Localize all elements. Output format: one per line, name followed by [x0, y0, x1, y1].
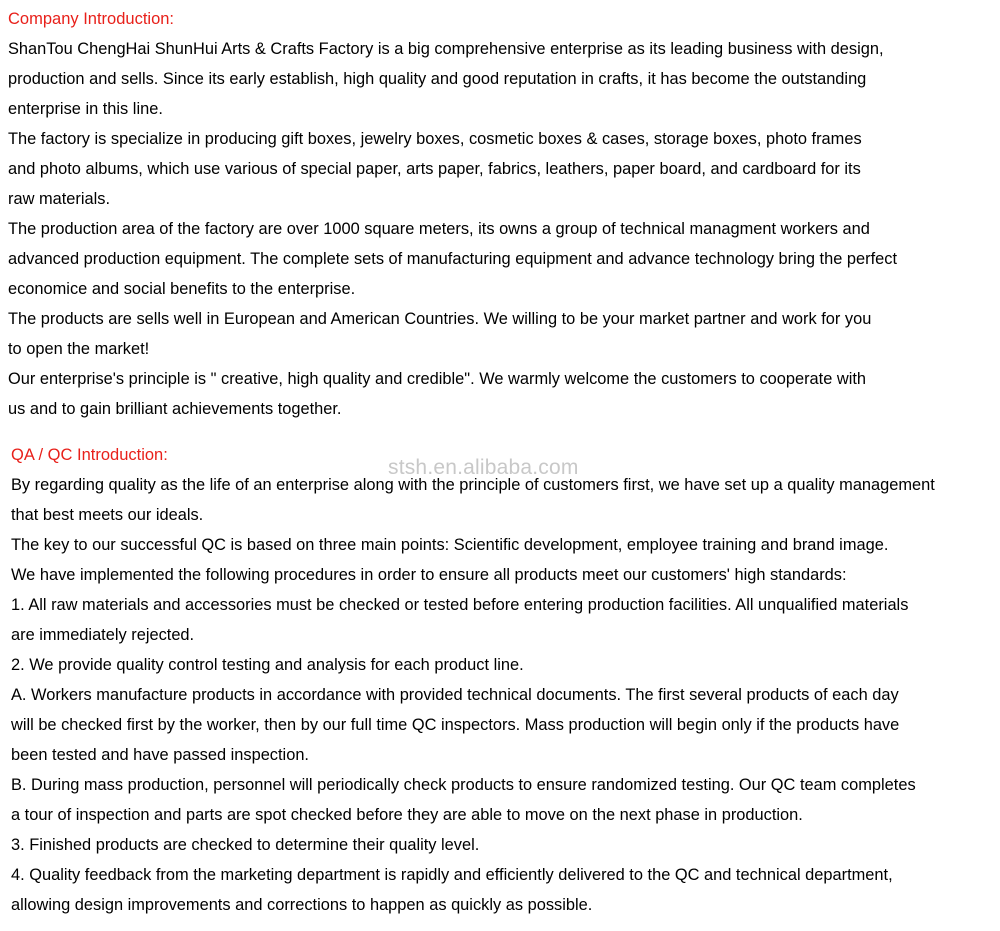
watermark-text: stsh.en.alibaba.com	[388, 456, 579, 479]
qaqc-line: been tested and have passed inspection.	[11, 746, 309, 764]
qa-qc-introduction-heading: QA / QC Introduction:	[11, 446, 168, 464]
qaqc-line: 2. We provide quality control testing and analysis for each product line.	[11, 656, 524, 674]
qaqc-line: allowing design improvements and corrections to happen as quickly as possible.	[11, 896, 593, 914]
qaqc-line: B. During mass production, personnel will periodically check products to ensure randomized testing. Our QC team completes	[11, 776, 916, 794]
qaqc-line: We have implemented the following procedures in order to ensure all products meet our customers' high standards:	[11, 566, 847, 584]
qaqc-line: 4. Quality feedback from the marketing department is rapidly and efficiently delivered to the QC and technical department,	[11, 866, 893, 884]
qaqc-line: 1. All raw materials and accessories must be checked or tested before entering production facilities. All unqualified materials	[11, 596, 909, 614]
company-line: raw materials.	[8, 190, 111, 208]
company-line: The production area of the factory are over 1000 square meters, its owns a group of technical managment workers and	[8, 220, 870, 238]
company-line: The products are sells well in European and American Countries. We willing to be your market partner and work for you	[8, 310, 872, 328]
company-line: ShanTou ChengHai ShunHui Arts & Crafts Factory is a big comprehensive enterprise as its leading business with design,	[8, 40, 884, 58]
company-line: to open the market!	[8, 340, 150, 358]
qaqc-line: that best meets our ideals.	[11, 506, 204, 524]
company-line: us and to gain brilliant achievements together.	[8, 400, 342, 418]
qaqc-line: will be checked first by the worker, then by our full time QC inspectors. Mass production will begin only if the products have	[11, 716, 900, 734]
company-line: The factory is specialize in producing gift boxes, jewelry boxes, cosmetic boxes & cases, storage boxes, photo frames	[8, 130, 862, 148]
qaqc-line: a tour of inspection and parts are spot checked before they are able to move on the next phase in production.	[11, 806, 803, 824]
company-line: and photo albums, which use various of special paper, arts paper, fabrics, leathers, paper board, and cardboard for its	[8, 160, 861, 178]
qaqc-line: A. Workers manufacture products in accordance with provided technical documents. The first several products of each day	[11, 686, 899, 704]
company-line: Our enterprise's principle is " creative, high quality and credible". We warmly welcome the customers to cooperate with	[8, 370, 867, 388]
company-line: production and sells. Since its early establish, high quality and good reputation in crafts, it has become the outstanding	[8, 70, 867, 88]
qaqc-line: are immediately rejected.	[11, 626, 195, 644]
company-line: advanced production equipment. The complete sets of manufacturing equipment and advance technology bring the perfect	[8, 250, 898, 268]
company-line: enterprise in this line.	[8, 100, 163, 118]
qaqc-line: 3. Finished products are checked to determine their quality level.	[11, 836, 480, 854]
company-introduction-heading: Company Introduction:	[8, 10, 175, 28]
qaqc-line: The key to our successful QC is based on three main points: Scientific development, employee training and brand image.	[11, 536, 889, 554]
company-line: economice and social benefits to the enterprise.	[8, 280, 356, 298]
qaqc-line: By regarding quality as the life of an enterprise along with the principle of customers first, we have set up a quality management	[11, 476, 935, 494]
